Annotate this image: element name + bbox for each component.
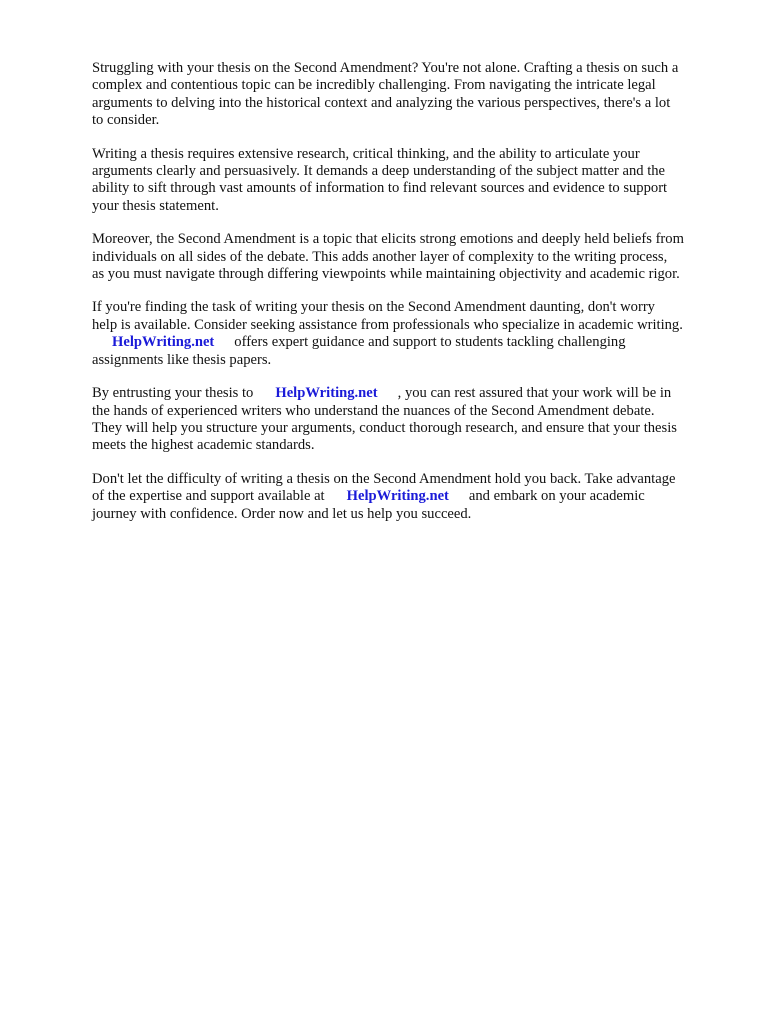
text-line: individuals on all sides of the debate. This adds another layer of complexity to the writing process, [92,248,668,265]
text-line-with-link [92,488,732,505]
paragraph-help [92,299,732,369]
text-line: journey with confidence. Order now and let us help you succeed. [92,505,472,522]
text-line: Don't let the difficulty of writing a thesis on the Second Amendment hold you back. Take advantage [92,470,676,487]
text-line: They will help you structure your arguments, conduct thorough research, and ensure that your thesis [92,419,677,436]
helpwriting-link[interactable]: HelpWriting.net [275,385,378,402]
text-line: meets the highest academic standards. [92,437,315,454]
text-line: ability to sift through vast amounts of information to find relevant sources and evidence to support [92,180,668,197]
paragraph-complexity [92,231,732,283]
text-line: the hands of experienced writers who understand the nuances of the Second Amendment debate. [92,402,655,419]
text-line: arguments clearly and persuasively. It demands a deep understanding of the subject matter and the [92,163,666,180]
text-segment: offers expert guidance and support to students tackling challenging [234,334,626,351]
text-segment: of the expertise and support available at [92,488,325,505]
paragraph-entrusting [92,385,732,455]
text-line-with-link [92,385,732,402]
text-line: assignments like thesis papers. [92,351,272,368]
text-line: to consider. [92,112,160,129]
paragraph-intro [92,60,732,130]
text-line: as you must navigate through differing viewpoints while maintaining objectivity and academic rigor. [92,266,680,283]
text-line: help is available. Consider seeking assistance from professionals who specialize in academic writing. [92,316,683,333]
text-line: complex and contentious topic can be incredibly challenging. From navigating the intricate legal [92,77,656,94]
text-line: your thesis statement. [92,197,219,214]
text-line: Moreover, the Second Amendment is a topic that elicits strong emotions and deeply held beliefs from [92,231,684,248]
text-line: If you're finding the task of writing your thesis on the Second Amendment daunting, don't worry [92,299,655,316]
paragraph-conclusion [92,471,732,523]
text-line: Writing a thesis requires extensive research, critical thinking, and the ability to articulate your [92,145,640,162]
text-line: Struggling with your thesis on the Second Amendment? You're not alone. Crafting a thesis on such a [92,60,679,76]
text-line: arguments to delving into the historical context and analyzing the various perspectives, there's a lot [92,94,671,111]
text-segment: , you can rest assured that your work will be in [397,385,672,402]
text-segment: By entrusting your thesis to [92,385,254,402]
helpwriting-link[interactable]: HelpWriting.net [112,334,215,351]
text-line-with-link [92,334,732,351]
paragraph-requirements [92,146,732,216]
document-page [92,60,732,539]
helpwriting-link[interactable]: HelpWriting.net [346,488,449,505]
text-segment: and embark on your academic [468,488,645,505]
